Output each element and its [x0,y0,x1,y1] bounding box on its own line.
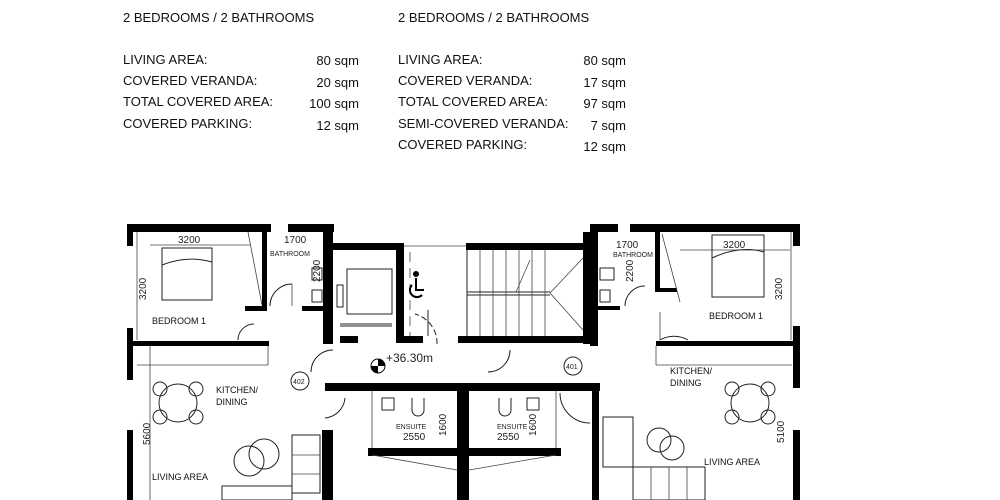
schedule-row-value: 7 sqm [590,118,626,133]
dim-ensuite-height-left: 1600 [438,413,449,436]
room-label-kitchen-right: KITCHEN/ [670,366,713,376]
dim-bed-height-left: 3200 [138,277,149,300]
dim-bed-width-right: 3200 [723,240,746,251]
room-label-bathroom-left: BATHROOM [270,251,310,258]
schedule-row-label: LIVING AREA: [123,52,208,67]
room-label-living-right: LIVING AREA [704,457,761,467]
schedule-row-value: 12 sqm [583,139,626,154]
schedule-row-label: COVERED VERANDA: [398,73,533,88]
dim-ensuite-height-right: 1600 [528,413,539,436]
walls-core [325,232,600,500]
room-label-ensuite-left: ENSUITE [396,424,427,431]
level-datum-icon [371,359,385,373]
walls-left-unit [127,224,334,500]
room-label-living-left: LIVING AREA [152,472,209,482]
room-label-ensuite-right: ENSUITE [497,424,528,431]
schedule-row-value: 80 sqm [316,53,359,68]
dim-bed-height-right: 3200 [774,277,785,300]
dim-living-height-right: 5100 [776,420,787,443]
schedule-row-label: TOTAL COVERED AREA: [398,94,549,109]
schedule-row-label: LIVING AREA: [398,52,483,67]
schedule-row-label: SEMI-COVERED VERANDA: [398,116,569,131]
schedule-row-value: 97 sqm [583,96,626,111]
schedule-subtitle: 2 BEDROOMS / 2 BATHROOMS [123,10,315,25]
schedule-row-label: TOTAL COVERED AREA: [123,94,274,109]
dim-ensuite-width-left: 2550 [403,432,426,443]
dim-bath-height-left: 2200 [312,259,323,282]
schedule-row-value: 17 sqm [583,75,626,90]
unit-number-401: 401 [566,364,578,371]
schedule-subtitle: 2 BEDROOMS / 2 BATHROOMS [398,10,590,25]
schedule-row-label: COVERED PARKING: [123,116,253,131]
level-label: +36.30m [386,351,434,365]
dim-bath-width-right: 1700 [616,240,639,251]
schedule-row-value: 80 sqm [583,53,626,68]
schedule-row-label: COVERED PARKING: [398,137,528,152]
walls-right-unit [590,224,800,500]
room-label-dining-left: DINING [216,397,248,407]
dim-bath-height-right: 2200 [625,259,636,282]
dim-ensuite-width-right: 2550 [497,432,520,443]
unit-number-402: 402 [293,379,305,386]
room-label-bedroom-left: BEDROOM 1 [152,316,207,326]
schedule-row-label: COVERED VERANDA: [123,73,258,88]
room-label-dining-right: DINING [670,378,702,388]
dim-bath-width-left: 1700 [284,235,307,246]
schedule-row-value: 100 sqm [309,96,359,111]
wheelchair-icon [410,272,424,297]
schedule-row-value: 12 sqm [316,118,359,133]
schedule-row-value: 20 sqm [316,75,359,90]
room-label-bedroom-right: BEDROOM 1 [709,311,764,321]
dim-living-height-left: 5600 [142,422,153,445]
room-label-kitchen-left: KITCHEN/ [216,385,259,395]
dim-bed-width-left: 3200 [178,235,201,246]
room-label-bathroom-right: BATHROOM [613,252,653,259]
